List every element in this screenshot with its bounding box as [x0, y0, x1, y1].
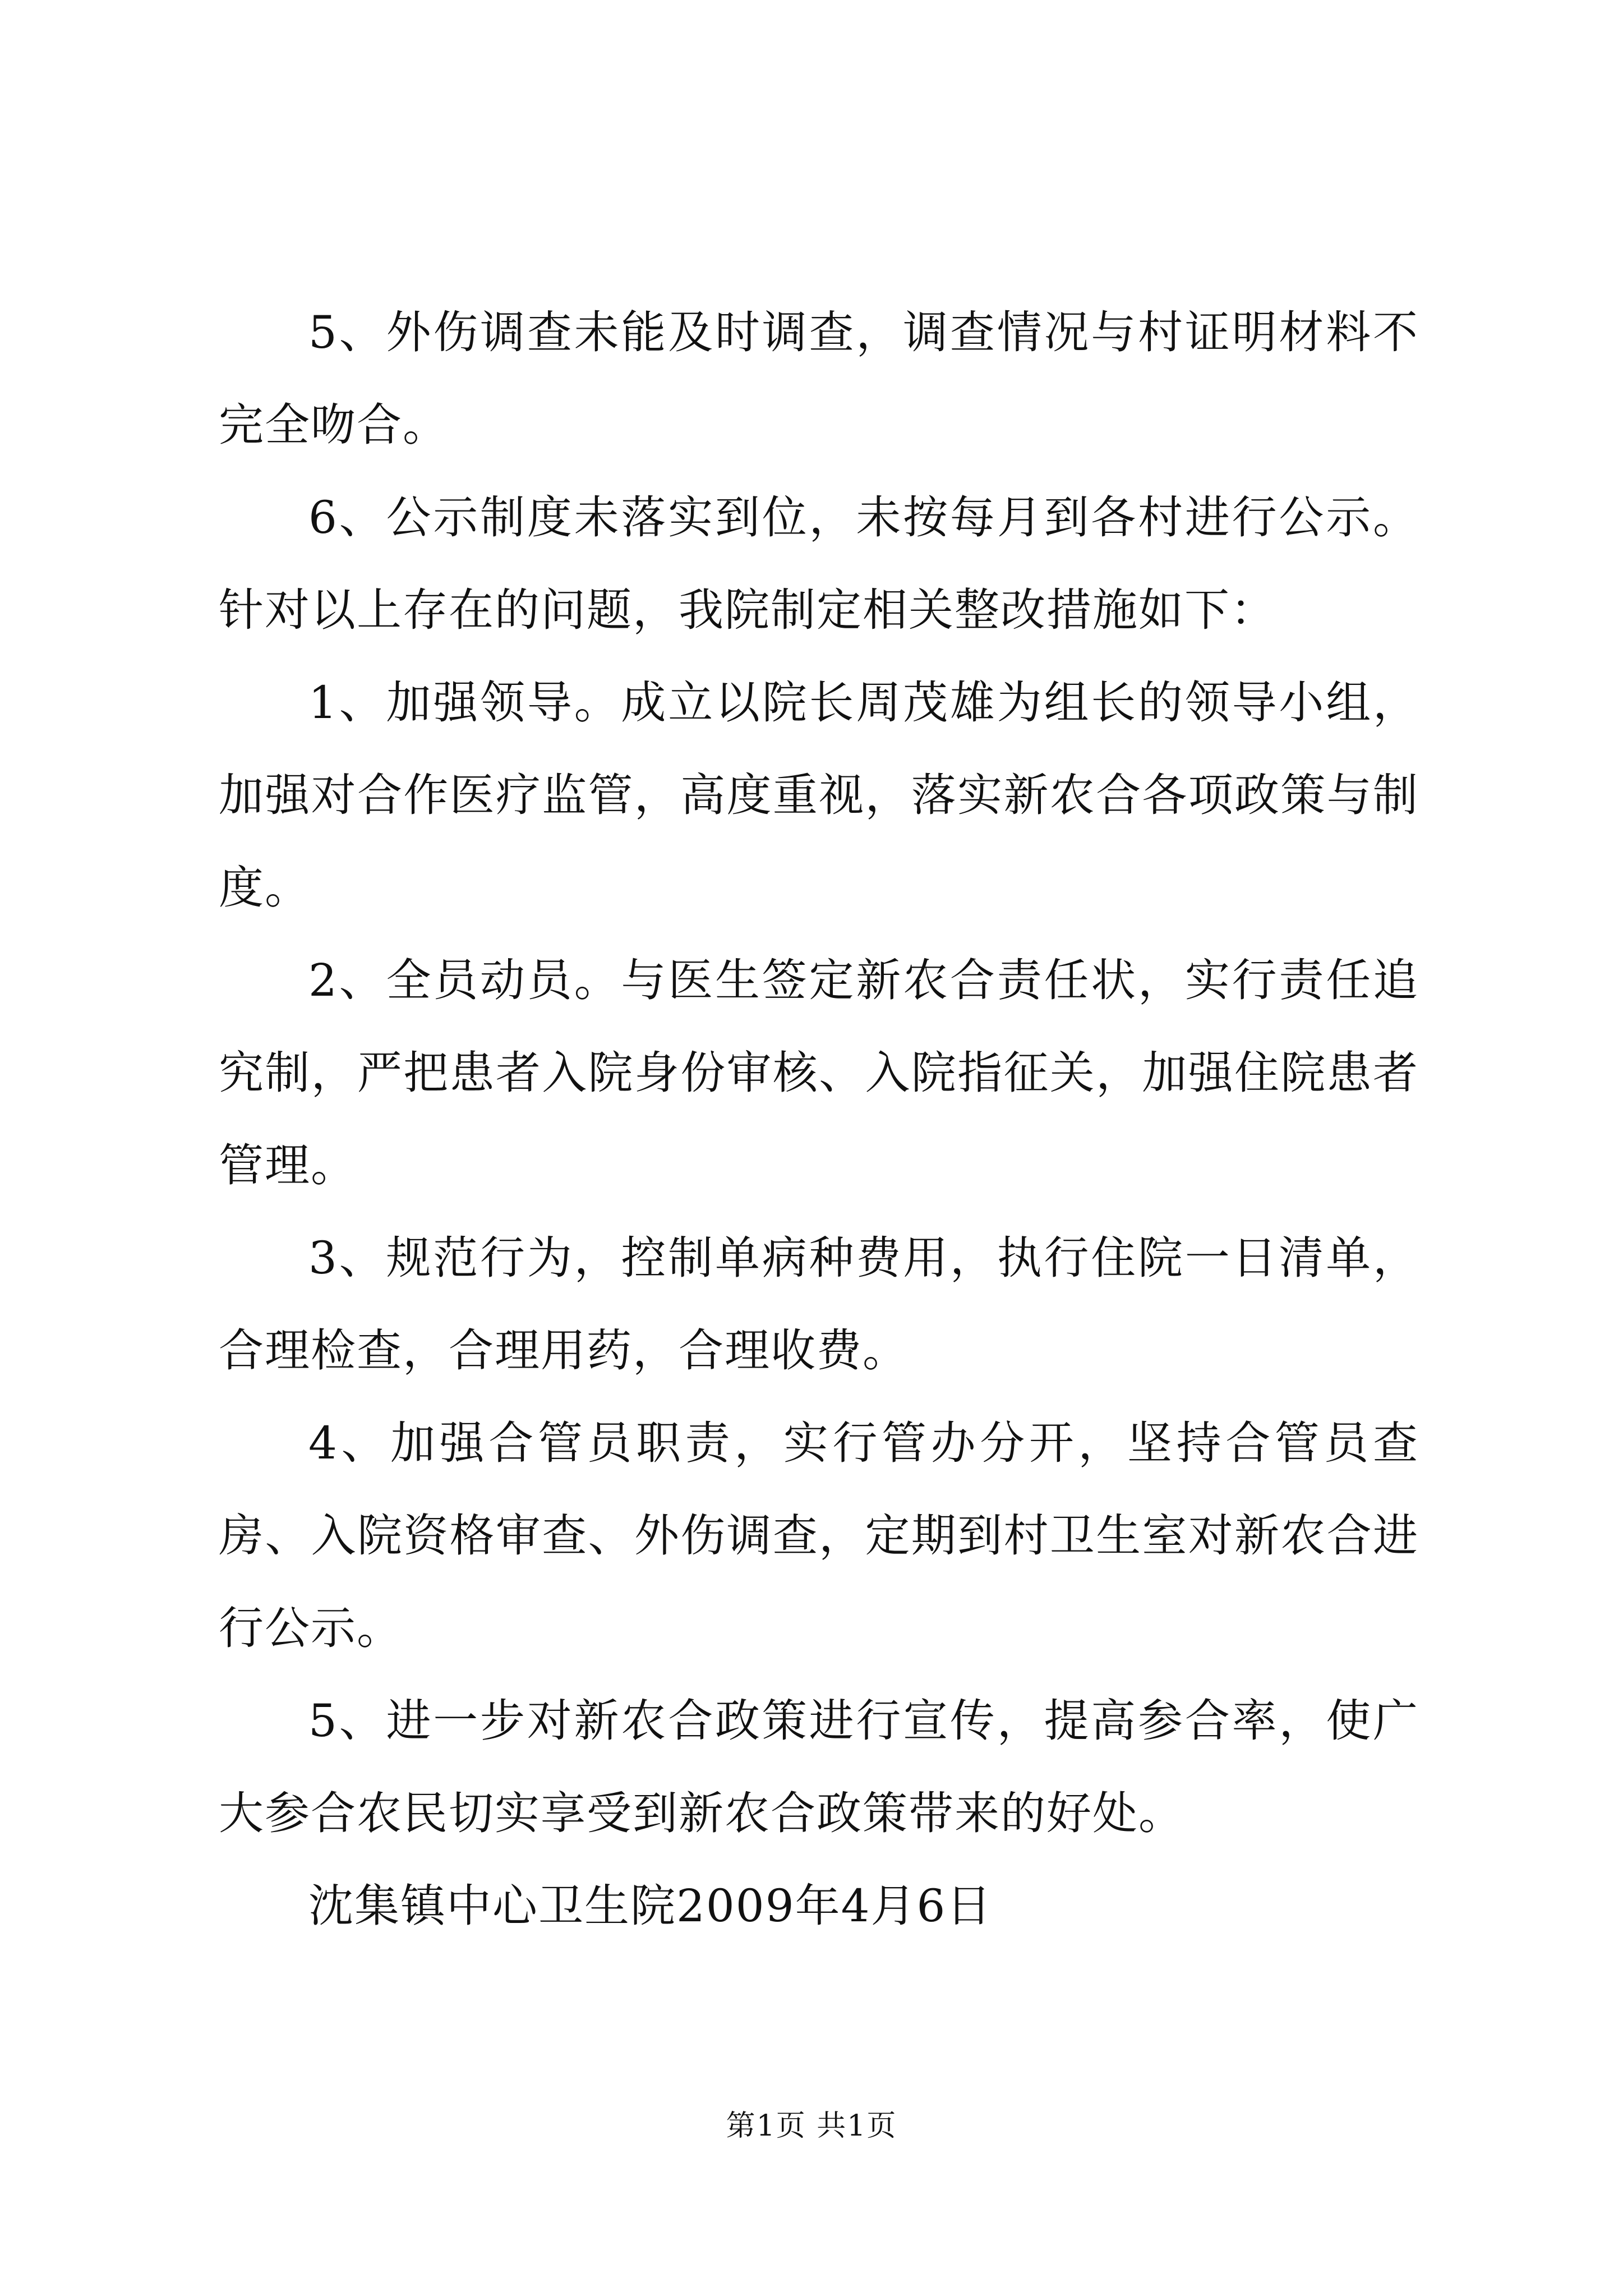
- document-body: [219, 286, 1419, 1952]
- paragraph-measure-1-leadership: 1、加强领导。成立以院长周茂雄为组长的领导小组，加强对合作医疗监管，高度重视，落实新农合各项政策与制度。: [219, 677, 1419, 914]
- paragraph-item-5-injury-investigation: 5、外伤调查未能及时调查，调查情况与村证明材料不完全吻合。: [219, 306, 1419, 451]
- paragraph-measure-4-administrator-duties: 4、加强合管员职责，实行管办分开，坚持合管员查房、入院资格审查、外伤调查，定期到村卫生室对新农合进行公示。: [219, 1417, 1419, 1654]
- paragraph-measure-2-mobilization: 2、全员动员。与医生签定新农合责任状，实行责任追究制，严把患者入院身份审核、入院指征关，加强住院患者管理。: [219, 954, 1419, 1191]
- paragraph-measure-5-publicity: 5、进一步对新农合政策进行宣传，提高参合率，使广大参合农民切实享受到新农合政策带来的好处。: [219, 1695, 1419, 1839]
- paragraph-measure-3-regulation: 3、规范行为，控制单病种费用，执行住院一日清单，合理检查，合理用药，合理收费。: [219, 1232, 1419, 1377]
- paragraph-item-6-public-notice: 6、公示制度未落实到位，未按每月到各村进行公示。针对以上存在的问题，我院制定相关整改措施如下：: [219, 491, 1419, 636]
- page-number-footer: 第1页 共1页: [726, 2109, 897, 2143]
- document-signoff: 沈集镇中心卫生院2009年4月6日: [308, 1880, 993, 1932]
